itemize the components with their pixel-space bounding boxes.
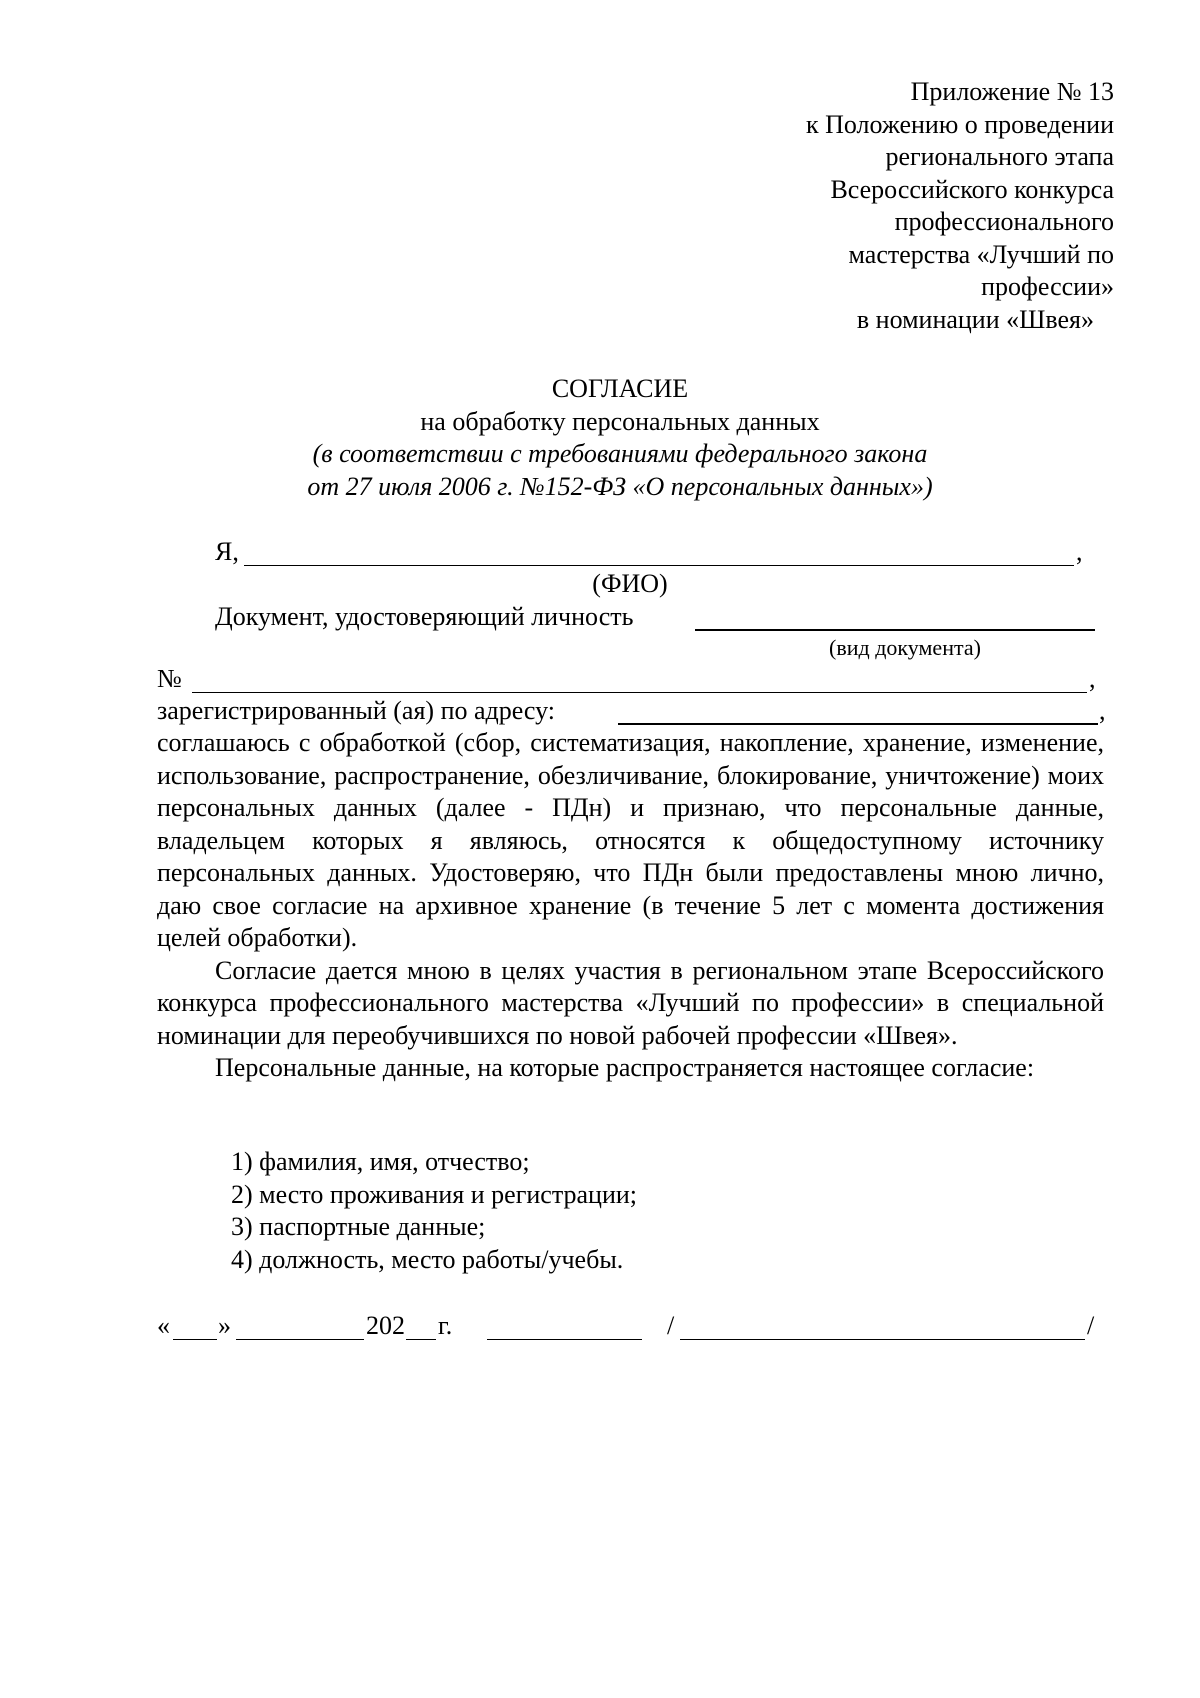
document-label: Документ, удостоверяющий личность <box>215 602 634 631</box>
appendix-line: профессии» <box>981 272 1114 301</box>
fio-note: (ФИО) <box>592 569 668 598</box>
date-open-quote: « <box>157 1311 170 1340</box>
slash-right: / <box>1087 1311 1095 1340</box>
list-item: 1) фамилия, имя, отчество; <box>231 1147 530 1176</box>
fio-comma: , <box>1076 537 1083 566</box>
list-item: 4) должность, место работы/учебы. <box>231 1244 624 1274</box>
year-suffix: г. <box>438 1311 453 1340</box>
year-field[interactable] <box>406 1339 436 1340</box>
year-prefix: 202 <box>366 1311 405 1340</box>
signature-field[interactable] <box>487 1339 642 1340</box>
appendix-line: Приложение № 13 <box>910 77 1114 106</box>
document-type-note: (вид документа) <box>829 635 981 660</box>
document-title-block <box>200 373 1040 503</box>
appendix-line: мастерства «Лучший по <box>848 239 1114 269</box>
law-reference-line-1: (в соответствии с требованиями федерального закона <box>312 439 928 468</box>
address-comma: , <box>1099 696 1106 725</box>
appendix-header <box>690 76 1114 336</box>
date-close-quote: » <box>218 1311 231 1340</box>
data-intro-paragraph: Персональные данные, на которые распространяется настоящее согласие: <box>215 1053 1035 1082</box>
appendix-line: к Положению о проведении <box>805 109 1114 139</box>
address-label: зарегистрированный (ая) по адресу: <box>157 696 556 725</box>
fio-field[interactable] <box>244 565 1074 566</box>
day-field[interactable] <box>173 1339 217 1340</box>
signature-name-field[interactable] <box>680 1339 1085 1340</box>
appendix-line: Всероссийского конкурса <box>830 174 1114 204</box>
list-item: 2) место проживания и регистрации; <box>231 1179 638 1209</box>
list-item: 3) паспортные данные; <box>231 1212 486 1241</box>
appendix-line: регионального этапа <box>885 142 1114 171</box>
appendix-line: в номинации «Швея» <box>856 304 1094 334</box>
address-field[interactable] <box>618 723 1098 725</box>
document-number-field[interactable] <box>192 692 1087 693</box>
number-label: № <box>157 664 182 693</box>
document-type-field[interactable] <box>695 629 1095 631</box>
purpose-paragraph: Согласие дается мною в целях участия в региональном этапе Всероссийского конкурса профессионального мастерства «Лучший по профессии» в специальной номинации для переобучившихся по новой рабочей профессии «Швея». <box>157 955 1104 1050</box>
consent-body <box>157 727 1104 1085</box>
month-field[interactable] <box>236 1339 364 1340</box>
document-heading: СОГЛАСИЕ <box>551 374 689 403</box>
appendix-line: профессионального <box>894 207 1114 236</box>
consent-paragraph: соглашаюсь с обработкой (сбор, систематизация, накопление, хранение, изменение, использование, распространение, обезличивание, блокирование, уничтожение) моих персональных данных (далее - ПДн) и признаю, что персональные данные, владельцем которых я являюсь, относятся к общедоступному источнику персональных данных. Удостоверяю, что ПДн были предоставлены мною лично, даю свое согласие на архивное хранение (в течение 5 лет с момента достижения целей обработки). <box>157 728 1104 952</box>
number-comma: , <box>1089 664 1096 693</box>
personal-data-list <box>231 1146 637 1276</box>
document-subheading: на обработку персональных данных <box>420 406 820 436</box>
slash-left: / <box>667 1311 675 1340</box>
law-reference-line-2: от 27 июля 2006 г. №152-ФЗ «О персональных данных») <box>307 471 933 501</box>
ya-label: Я, <box>215 537 239 566</box>
